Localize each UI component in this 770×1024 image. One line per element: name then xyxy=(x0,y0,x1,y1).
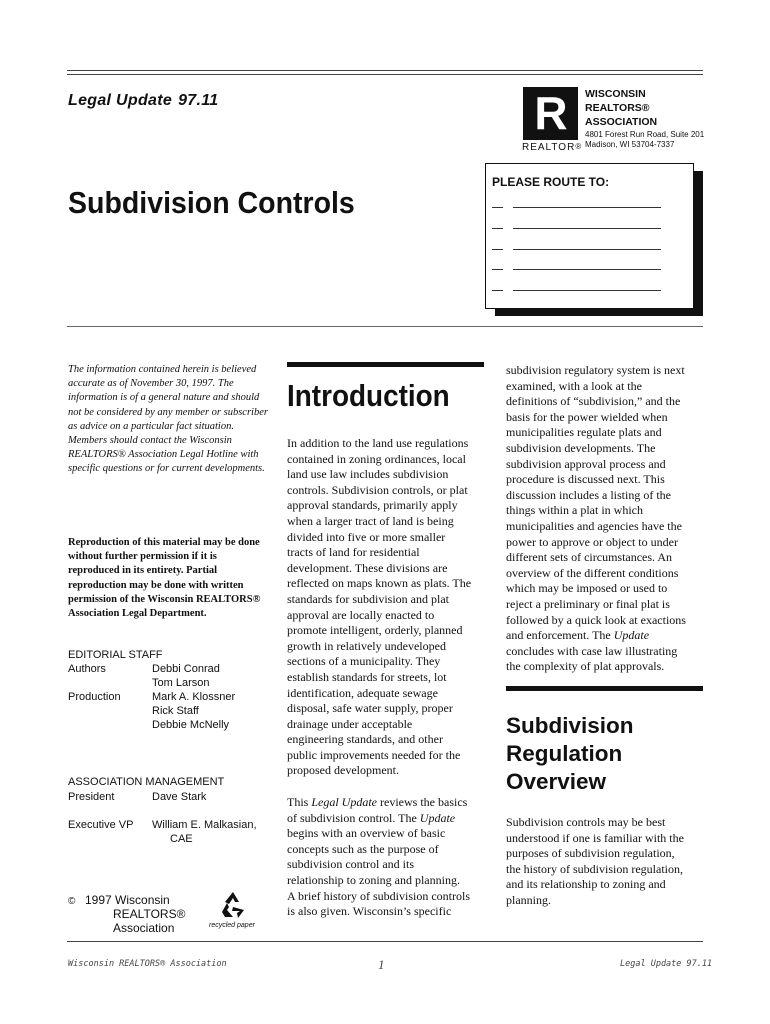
evp-title: CAE xyxy=(170,833,193,845)
copyright-line: 1997 Wisconsin xyxy=(85,893,170,907)
realtor-r-icon: R xyxy=(534,87,568,139)
production-label: Production xyxy=(68,691,121,703)
production-name: Debbie McNelly xyxy=(152,719,230,731)
overview-heading: Subdivision Regulation Overview xyxy=(506,713,634,794)
right-column-body: subdivision regulatory system is next examined, with a look at the definitions of “subdivision,” and the basis for the power wielded when municipalities regulate plats and subdivision developments. The subdivision approval process and procedure is discussed next. This discussion includes a listing of the things within a plat in which municipalities and agencies have the power to approve or object to under different sets of circumstances. An overview of the different conditions which may be imposed or used to reject a preliminary or final plat is followed by a quick look at exactions and enforcement. The Update concludes with case law illustrating the complexity of plat approvals. xyxy=(506,363,686,674)
introduction-body: In addition to the land use regulations contained in zoning ordinances, local land use law includes subdivision controls. Subdivision controls, or plat approval standards, primarily apply when a larger tract of land is being divided into five or more smaller tracts of land for residential development. These divisions are reflected on maps known as plats. The standards for subdivision and plat approval are locally enacted to promote intelligent, orderly, planned growth in relatively undeveloped sections of a municipality. They establish standards for streets, lot identification, adequate sewage disposal, safe water supply, proper drainage under acceptable engineering standards, and other public improvements needed for the proposed development. xyxy=(287,436,472,778)
legal-update-label xyxy=(68,92,224,110)
reproduction-notice: Reproduction of this material may be done without further permission if it is reproduced in its entirety. Partial reproduction may be done with written permission of the Wisconsin REALTORS® Association Legal Department. xyxy=(68,537,261,620)
copyright-line: REALTORS® xyxy=(113,907,186,921)
header-divider xyxy=(67,326,703,327)
route-dash xyxy=(492,228,503,229)
footer-rule xyxy=(67,941,703,942)
introduction-heading: Introduction xyxy=(287,378,450,413)
disclaimer-text: The information contained herein is believed accurate as of November 30, 1997. The information is of a general nature and should not be considered by any member or subscriber as advice on a particular fact situation. Members should contact the Wisconsin REALTORS® Association Legal Hotline with specific questions or for current developments. xyxy=(68,364,268,475)
evp-name: William E. Malkasian, xyxy=(152,819,257,831)
overview-body: Subdivision controls may be best understood if one is familiar with the purposes of subdivision regulation, the history of subdivision regulation, and its relationship to zoning and planning. xyxy=(506,815,684,907)
author-name: Tom Larson xyxy=(152,677,210,689)
footer-right: Legal Update 97.11 xyxy=(620,959,713,969)
copyright-symbol: © xyxy=(68,896,76,907)
page-number: 1 xyxy=(378,957,385,972)
realtor-wordmark: REALTOR® xyxy=(522,142,583,153)
route-dash xyxy=(492,290,503,291)
page-title: Subdivision Controls xyxy=(68,185,355,220)
recycle-icon xyxy=(218,890,248,920)
editorial-staff-heading: EDITORIAL STAFF xyxy=(68,649,163,661)
route-dash xyxy=(492,207,503,208)
management-heading: ASSOCIATION MANAGEMENT xyxy=(68,776,225,788)
issue-number: 97.11 xyxy=(178,92,219,109)
production-name: Rick Staff xyxy=(152,705,199,717)
route-line[interactable] xyxy=(513,207,661,208)
route-line[interactable] xyxy=(513,269,661,270)
production-name: Mark A. Klossner xyxy=(152,691,236,703)
author-name: Debbi Conrad xyxy=(152,663,220,675)
copyright-line: Association xyxy=(113,921,175,935)
association-address: 4801 Forest Run Road, Suite 201 Madison, WI 53704-7337 xyxy=(585,130,705,149)
route-dash xyxy=(492,249,503,250)
president-label: President xyxy=(68,791,115,803)
authors-label: Authors xyxy=(68,663,106,675)
route-line[interactable] xyxy=(513,290,661,291)
evp-label: Executive VP xyxy=(68,819,134,831)
top-rule xyxy=(67,70,703,71)
introduction-body-2: This Legal Update reviews the basics of subdivision control. The Update begins with an overview of basic concepts such as the purpose of subdivision control and its relationship to zoning and planning. A brief history of subdivision controls is also given. Wisconsin’s specific xyxy=(287,795,470,919)
association-name: WISCONSIN REALTORS® ASSOCIATION xyxy=(585,88,658,128)
route-box-title: PLEASE ROUTE TO: xyxy=(492,175,610,189)
president-name: Dave Stark xyxy=(152,791,207,803)
series-name: Legal Update xyxy=(68,92,173,109)
route-line[interactable] xyxy=(513,249,661,250)
route-dash xyxy=(492,269,503,270)
recycled-paper-label: recycled paper xyxy=(209,922,255,929)
column-bar xyxy=(287,362,484,367)
column-bar xyxy=(506,686,703,691)
route-line[interactable] xyxy=(513,228,661,229)
top-rule-second xyxy=(67,74,703,75)
footer-left: Wisconsin REALTORS® Association xyxy=(68,959,227,969)
